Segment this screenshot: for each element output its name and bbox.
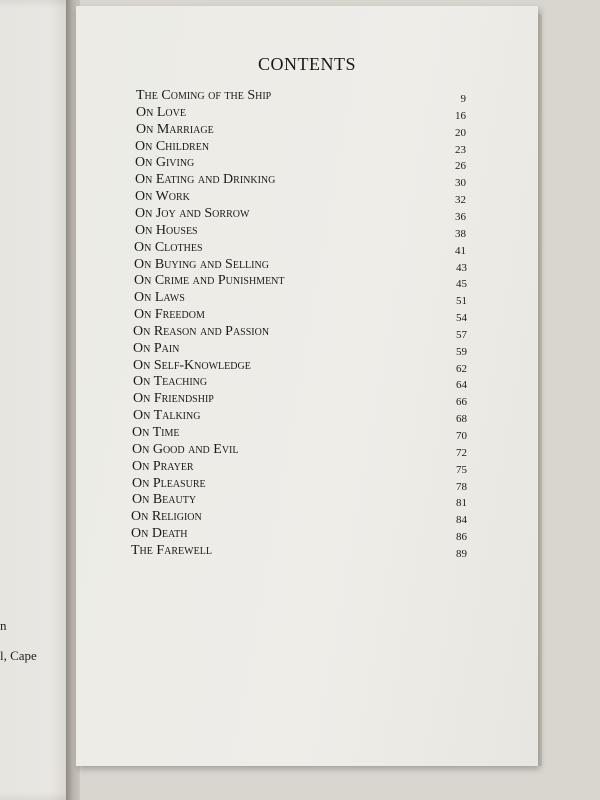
toc-entry-page-number: 66 [456,396,467,409]
toc-entry-title: The Coming of the Ship [136,88,272,103]
toc-entry-page-number: 89 [456,547,467,560]
toc-entry-title: The Farewell [131,542,212,558]
toc-entry-title: On Friendship [133,391,214,407]
toc-entry-page-number: 32 [455,194,466,207]
toc-entry-title: On Reason and Passion [133,323,270,339]
toc-entry-page-number: 41 [455,244,466,257]
toc-entry-title: On Clothes [134,239,203,255]
toc-entry-title: On Beauty [132,492,197,508]
toc-entry-title: On Marriage [136,121,214,137]
toc-entry-title: On Self-Knowledge [133,357,251,373]
toc-entry-page-number: 86 [456,531,467,544]
toc-entry-title: On Pleasure [132,475,206,491]
toc-entry-title: On Buying and Selling [134,256,269,272]
toc-entry-title: On Children [135,138,210,154]
toc-entry-title: On Prayer [132,458,194,474]
toc-entry-page-number: 72 [456,446,467,459]
toc-entry-page-number: 78 [456,480,467,493]
toc-entry-page-number: 43 [456,261,467,274]
toc-entry-title: On Teaching [133,374,208,390]
toc-entry-page-number: 20 [455,126,466,139]
toc-entry-page-number: 81 [456,497,467,510]
toc-entry-page-number: 23 [455,143,466,156]
toc-entry-title: On Crime and Punishment [134,273,285,289]
toc-entry-page-number: 16 [455,109,466,122]
toc-entry-page-number: 54 [456,312,467,325]
toc-entry-page-number: 62 [456,362,467,375]
toc-entry-title: On Laws [134,290,185,306]
toc-entry-page-number: 38 [455,227,466,240]
toc-entry-title: On Eating and Drinking [135,172,276,188]
toc-entry-page-number: 45 [456,278,467,291]
toc-entry-page-number: 36 [455,210,466,223]
toc-entry-page-number: 57 [456,328,467,341]
toc-entry-title: On Work [135,189,190,205]
left-page-text-fragment: n [0,618,7,633]
toc-entry-page-number: 68 [456,413,467,426]
table-of-contents [76,6,538,766]
toc-entry-page-number: 26 [455,160,466,173]
left-page-text-fragment: l, Cape [0,648,37,663]
toc-entry-title: On Giving [135,155,195,171]
toc-entry-title: On Joy and Sorrow [135,205,250,221]
toc-entry-title: On Good and Evil [132,441,239,457]
toc-entry-title: On Freedom [134,307,205,323]
toc-entry-title: On Religion [131,509,202,525]
toc-entry-page-number: 84 [456,514,467,527]
toc-entry-title: On Houses [135,222,198,238]
toc-entry-page-number: 64 [456,379,467,392]
toc-entry-page-number: 70 [456,430,467,442]
toc-entry-page-number: 51 [456,295,467,308]
toc-entry-title: On Talking [133,408,201,424]
toc-entry-title: On Love [136,104,186,120]
toc-entry-title: On Death [131,526,188,542]
toc-entry-page-number: 75 [456,463,467,476]
page-title: CONTENTS [258,54,356,74]
toc-entry-title: On Pain [133,340,180,356]
toc-entry-page-number: 59 [456,345,467,358]
toc-entry-page-number: 9 [460,93,466,105]
toc-entry-title: On Time [132,425,180,440]
toc-entry-page-number: 30 [455,177,466,190]
contents-page [76,6,538,766]
